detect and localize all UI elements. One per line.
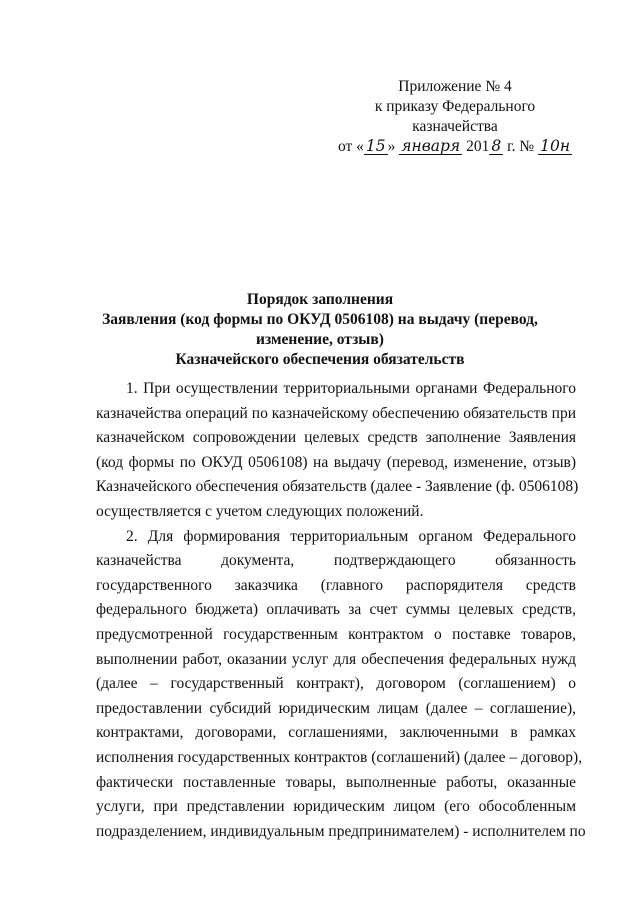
number-prefix: г. № — [503, 138, 535, 155]
paragraph-line: подразделением, индивидуальным предпринимателем) - исполнителем по — [96, 822, 586, 840]
date-mid: » — [387, 138, 396, 155]
paragraph-line: фактически поставленные товары, выполненные работы, оказанные — [96, 773, 576, 791]
appendix-order-ref: к приказу Федерального — [374, 98, 536, 115]
appendix-number: Приложение № 4 — [398, 78, 512, 95]
handwritten-order-number: 10н — [540, 137, 571, 155]
paragraph-line: казначейском сопровождении целевых средств заполнение Заявления — [96, 429, 576, 447]
title-line-2: Заявления (код формы по ОКУД 0506108) на выдачу (перевод, — [102, 311, 538, 328]
paragraph-line: предусмотренной государственным контрактом о поставке товаров, — [96, 625, 576, 643]
paragraph-line: (далее – государственный контракт), договором (соглашением) о — [96, 675, 576, 693]
handwritten-year-digit: 8 — [491, 137, 502, 155]
paragraph-line: Казначейского обеспечения обязательств (далее - Заявление (ф. 0506108) — [96, 478, 579, 496]
date-prefix: от « — [337, 138, 364, 155]
paragraph-line: федерального бюджета) оплачивать за счет суммы целевых средств, — [96, 601, 576, 619]
paragraph-line: предоставлении субсидий юридическим лицам (далее – соглашение), — [96, 699, 576, 717]
year-prefix: 201 — [466, 138, 490, 155]
paragraph-line: услуги, при представлении юридическим лицом (его обособленным — [96, 798, 576, 816]
appendix-agency: казначейства — [412, 118, 498, 135]
handwritten-month: января — [401, 137, 461, 155]
paragraph-line: выполнении работ, оказании услуг для обеспечения федеральных нужд — [96, 650, 576, 668]
paragraph-1 — [96, 377, 579, 525]
document-body — [96, 377, 586, 844]
title-line-4: Казначейского обеспечения обязательств — [175, 351, 465, 368]
appendix-date-line — [330, 137, 580, 157]
paragraph-line: 2. Для формирования территориальным органом Федерального — [126, 527, 576, 545]
paragraph-line: казначейства документа, подтверждающего обязанность — [96, 552, 576, 570]
appendix-header — [330, 77, 580, 157]
paragraph-line: государственного заказчика (главного распорядителя средств — [96, 576, 576, 594]
paragraph-line: казначейства операций по казначейскому обеспечению обязательств при — [96, 404, 576, 422]
handwritten-day: 15 — [365, 137, 386, 155]
paragraph-line: 1. При осуществлении территориальными органами Федерального — [126, 380, 576, 397]
paragraph-line: осуществляется с учетом следующих положений. — [96, 502, 424, 520]
paragraph-line: исполнения государственных контрактов (соглашений) (далее – договор), — [96, 748, 583, 766]
title-line-1: Порядок заполнения — [246, 291, 394, 308]
paragraph-2 — [96, 525, 586, 845]
paragraph-line: контрактами, договорами, соглашениями, заключенными в рамках — [96, 724, 576, 742]
title-line-3: изменение, отзыв) — [256, 331, 384, 348]
document-title — [60, 290, 580, 370]
paragraph-line: (код формы по ОКУД 0506108) на выдачу (перевод, изменение, отзыв) — [96, 453, 576, 471]
